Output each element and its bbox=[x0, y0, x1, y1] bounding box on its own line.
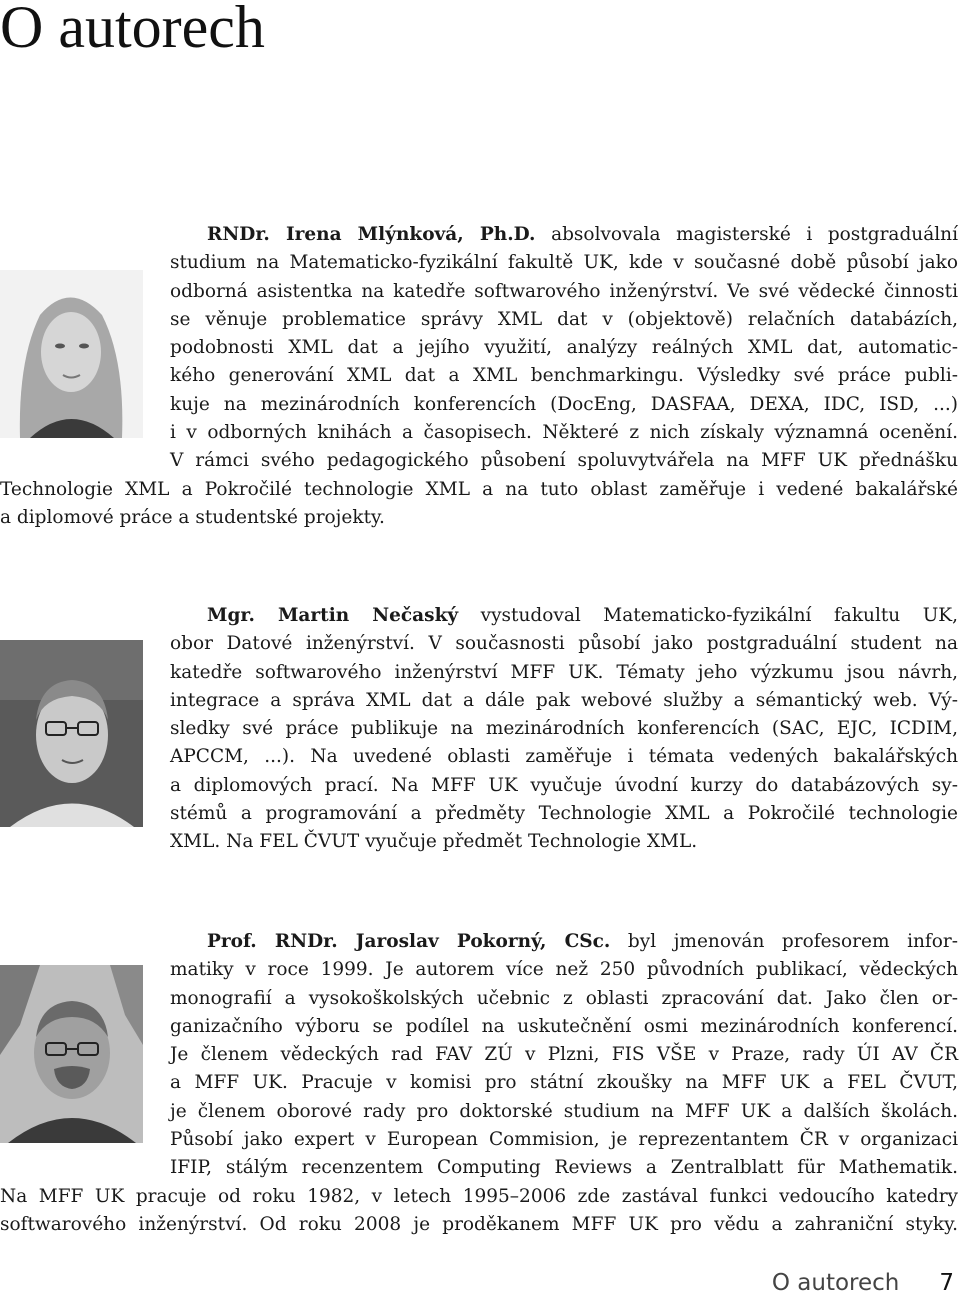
bio-line: a diplomových prací. Na MFF UK vyučuje úvodní kurzy do databázových sy- bbox=[170, 774, 958, 796]
bio-line: APCCM, ...). Na uvedené oblasti zaměřuje i témata vedených bakalářských bbox=[170, 746, 958, 768]
footer-section-title: O autorech bbox=[771, 1270, 900, 1296]
author-bio-mlynkova bbox=[0, 221, 958, 532]
bio-line: se věnuje problematice správy XML dat v (objektově) relačních databázích, bbox=[170, 308, 958, 330]
bio-line: XML. Na FEL ČVUT vyučuje předmět Technologie XML. bbox=[170, 831, 698, 853]
author-bio-pokorny bbox=[0, 928, 958, 1239]
bio-line: monografií a vysokoškolských učebnic z oblasti zpracování dat. Jako člen or- bbox=[170, 987, 958, 1009]
bio-line: V rámci svého pedagogického působení spoluvytvářela na MFF UK přednášku bbox=[170, 450, 958, 472]
bio-line: je členem oborové rady pro doktorské studium na MFF UK a dalších školách. bbox=[170, 1100, 958, 1122]
bio-line: Na MFF UK pracuje od roku 1982, v letech 1995–2006 zde zastával funkci vedoucího katedry bbox=[0, 1185, 958, 1207]
bio-line: studium na Matematicko-fyzikální fakultě UK, kde v současné době působí jako bbox=[170, 252, 958, 274]
author-name: Mgr. Martin Nečaský bbox=[207, 605, 459, 626]
bio-line: a MFF UK. Pracuje v komisi pro státní zkoušky na MFF UK a FEL ČVUT, bbox=[170, 1072, 958, 1094]
bio-line: katedře softwarového inženýrství MFF UK. Tématy jeho výzkumu jsou návrh, bbox=[170, 661, 958, 683]
bio-line: stémů a programování a předměty Technologie XML a Pokročilé technologie bbox=[170, 803, 958, 825]
author-name: Prof. RNDr. Jaroslav Pokorný, CSc. bbox=[207, 931, 611, 952]
bio-line: a diplomové práce a studentské projekty. bbox=[0, 506, 385, 528]
bio-line: Mgr. Martin Nečaský vystudoval Matematicko-fyzikální fakultu UK, bbox=[207, 605, 958, 626]
bio-line: podobnosti XML dat a jejího využití, analýzy reálných XML dat, automatic- bbox=[170, 337, 958, 359]
author-name: RNDr. Irena Mlýnková, Ph.D. bbox=[207, 224, 536, 245]
bio-line: softwarového inženýrství. Od roku 2008 je proděkanem MFF UK pro vědu a zahraniční styky. bbox=[0, 1213, 958, 1235]
page-footer bbox=[772, 1270, 954, 1296]
bio-line: kého generování XML dat a XML benchmarkingu. Výsledky své práce publi- bbox=[170, 365, 958, 387]
page-title: O autorech bbox=[0, 0, 265, 60]
bio-line: Technologie XML a Pokročilé technologie XML a na tuto oblast zaměřuje i vedené bakalářské bbox=[0, 478, 958, 500]
bio-line: matiky v roce 1999. Je autorem více než 250 původních publikací, vědeckých bbox=[170, 959, 958, 981]
bio-line: IFIP, stálým recenzentem Computing Reviews a Zentralblatt für Mathematik. bbox=[170, 1157, 958, 1179]
bio-line: Je členem vědeckých rad FAV ZÚ v Plzni, FIS VŠE v Praze, rady ÚI AV ČR bbox=[170, 1044, 958, 1066]
bio-line: RNDr. Irena Mlýnková, Ph.D. absolvovala magisterské i postgraduální bbox=[207, 224, 958, 245]
bio-line: sledky své práce publikuje na mezinárodních konferencích (SAC, EJC, ICDIM, bbox=[170, 718, 958, 740]
bio-line: integrace a správa XML dat a dále pak webové služby a sémantický web. Vý- bbox=[170, 689, 958, 711]
bio-line: Prof. RNDr. Jaroslav Pokorný, CSc. byl jmenován profesorem infor- bbox=[207, 931, 958, 952]
bio-line: kuje na mezinárodních konferencích (DocEng, DASFAA, DEXA, IDC, ISD, ...) bbox=[170, 393, 958, 415]
bio-line: obor Datové inženýrství. V současnosti působí jako postgraduální student na bbox=[170, 633, 958, 655]
page-number: 7 bbox=[939, 1270, 954, 1296]
author-bio-necasky bbox=[0, 602, 958, 857]
bio-line: odborná asistentka na katedře softwarového inženýrství. Ve své vědecké činnosti bbox=[170, 280, 958, 302]
bio-line: Působí jako expert v European Commision, je reprezentantem ČR v organizaci bbox=[170, 1129, 958, 1151]
bio-line: i v odborných knihách a časopisech. Některé z nich získaly významná ocenění. bbox=[170, 422, 958, 444]
bio-line: ganizačního výboru se podílel na uskutečnění osmi mezinárodních konferencí. bbox=[170, 1015, 958, 1037]
